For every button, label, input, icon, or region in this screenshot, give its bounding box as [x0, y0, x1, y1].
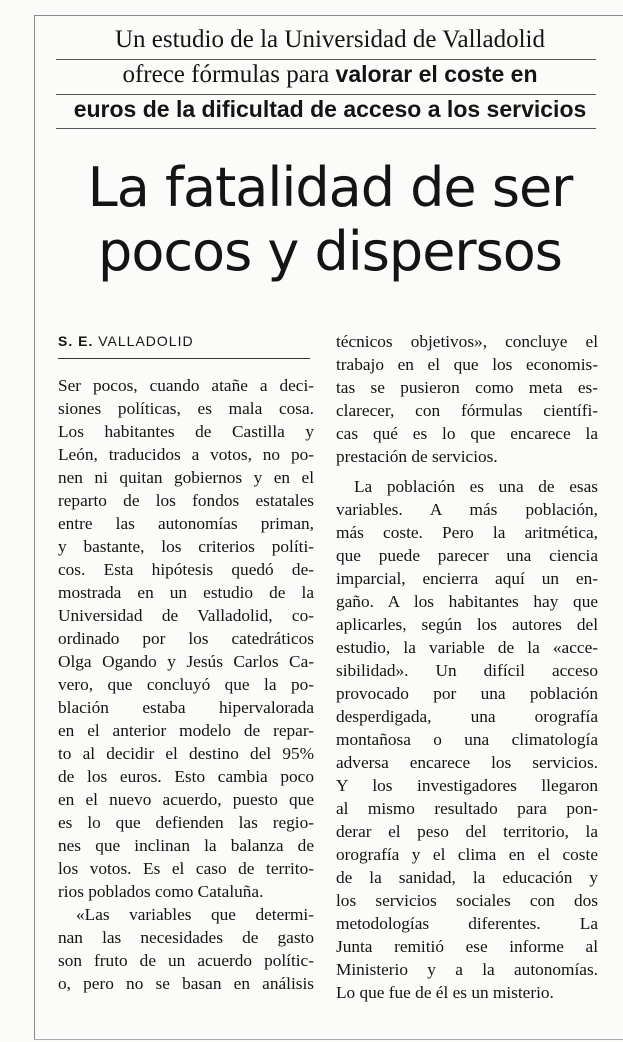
subheadline-rule	[56, 128, 596, 129]
article-line: variables. A más población,	[336, 500, 598, 519]
byline-location: VALLADOLID	[98, 333, 194, 349]
article-line: La población es una de esas	[354, 477, 598, 496]
article-line: es lo que defienden las regio-	[58, 813, 314, 832]
frame-bottom-rule	[34, 1039, 623, 1040]
article-line: prestación de servicios.	[336, 447, 498, 466]
article-line: cos. Esta hipótesis quedó de-	[58, 560, 314, 579]
article-line: Los habitantes de Castilla y	[58, 422, 314, 441]
article-line: Junta remitió ese informe al	[336, 937, 598, 956]
article-line: son fruto de un acuerdo polític-	[58, 951, 314, 970]
headline-line-2: pocos y dispersos	[98, 220, 562, 283]
article-line: Universidad de Valladolid, co-	[58, 606, 314, 625]
article-line: vero, que concluyó que la po-	[58, 675, 314, 694]
article-line: tas se pusieron como meta es-	[336, 378, 598, 397]
subheadline-rule	[56, 59, 596, 60]
headline-line-1: La fatalidad de ser	[87, 156, 573, 219]
article-line: más coste. Pero la aritmética,	[336, 523, 598, 542]
article-line: y bastante, los criterios políti-	[58, 537, 314, 556]
subheadline-line-1: Un estudio de la Universidad de Valladolid	[114, 26, 545, 53]
article-line: cas qué es lo que encarece la	[336, 424, 598, 443]
article-line: blación estaba hipervalorada	[58, 698, 314, 717]
byline-rule	[58, 358, 310, 359]
article-line: reparto de los fondos estatales	[58, 491, 314, 510]
article-line: Ministerio y a la autonomías.	[336, 960, 598, 979]
article-line: de los euros. Esto cambia poco	[58, 767, 314, 786]
article-line: Ser pocos, cuando atañe a deci-	[58, 376, 314, 395]
article-line: de la sanidad, la educación y	[336, 868, 598, 887]
article-line: nan las necesidades de gasto	[58, 928, 314, 947]
article-line: nes que inclinan la balanza de	[58, 836, 314, 855]
article-line: ordinado por los catedráticos	[58, 629, 314, 648]
article-line: derar el peso del territorio, la	[336, 822, 598, 841]
article-line: entre las autonomías priman,	[58, 514, 314, 533]
article-line: en el nuevo acuerdo, puesto que	[58, 790, 314, 809]
article-line: Lo que fue de él es un misterio.	[336, 983, 554, 1002]
article-column-right	[336, 330, 598, 1004]
article-line: orografía y el clima en el coste	[336, 845, 598, 864]
subheadline-line-2	[40, 61, 620, 89]
article-line: Olga Ogando y Jesús Carlos Ca-	[58, 652, 314, 671]
article-line: técnicos objetivos», concluye el	[336, 332, 598, 351]
frame-left-rule	[34, 15, 35, 1040]
subheadline-rule	[56, 94, 596, 95]
article-line: León, traducidos a votos, no po-	[58, 445, 314, 464]
article-line: nen ni quitan gobiernos y en el	[58, 468, 314, 487]
article-line: aplicarles, según los autores del	[336, 615, 598, 634]
article-line: siones políticas, es mala cosa.	[58, 399, 314, 418]
article-line: adversa encarece los servicios.	[336, 753, 598, 772]
article-line: provocado por una población	[336, 684, 598, 703]
byline	[58, 333, 194, 349]
article-line: montañosa o una climatología	[336, 730, 598, 749]
article-line: to al decidir el destino del 95%	[58, 744, 314, 763]
article-line: estudio, la variable de la «acce-	[336, 638, 598, 657]
article-line: clarecer, con fórmulas científi-	[336, 401, 598, 420]
article-line: sibilidad». Un difícil acceso	[336, 661, 598, 680]
article-line: al mismo resultado para pon-	[336, 799, 598, 818]
article-line: trabajo en el que los economis-	[336, 355, 598, 374]
article-line: los votos. Es el caso de territo-	[58, 859, 314, 878]
subheadline-line-2-normal: ofrece fórmulas para	[122, 61, 336, 88]
article-line: que puede parecer una ciencia	[336, 546, 598, 565]
article-column-left	[58, 374, 314, 995]
article-line: gaño. A los habitantes hay que	[336, 592, 598, 611]
byline-author: S. E.	[58, 333, 94, 349]
article-line: desperdigada, una orografía	[336, 707, 598, 726]
article-line: Y los investigadores llegaron	[336, 776, 598, 795]
subheadline-line-2-bold: valorar el coste en	[335, 61, 538, 87]
article-line: los servicios sociales con dos	[336, 891, 598, 910]
article-line: «Las variables que determi-	[76, 905, 314, 924]
article-line: mostrada en un estudio de la	[58, 583, 314, 602]
article-line: o, pero no se basan en análisis	[58, 974, 314, 993]
article-line: metodologías diferentes. La	[336, 914, 598, 933]
article-line: imparcial, encierra aquí un en-	[336, 569, 598, 588]
article-line: en el anterior modelo de repar-	[58, 721, 314, 740]
article-line: rios poblados como Cataluña.	[58, 882, 264, 901]
subheadline-line-3: euros de la dificultad de acceso a los servicios	[73, 96, 587, 122]
frame-top-rule	[34, 15, 623, 16]
